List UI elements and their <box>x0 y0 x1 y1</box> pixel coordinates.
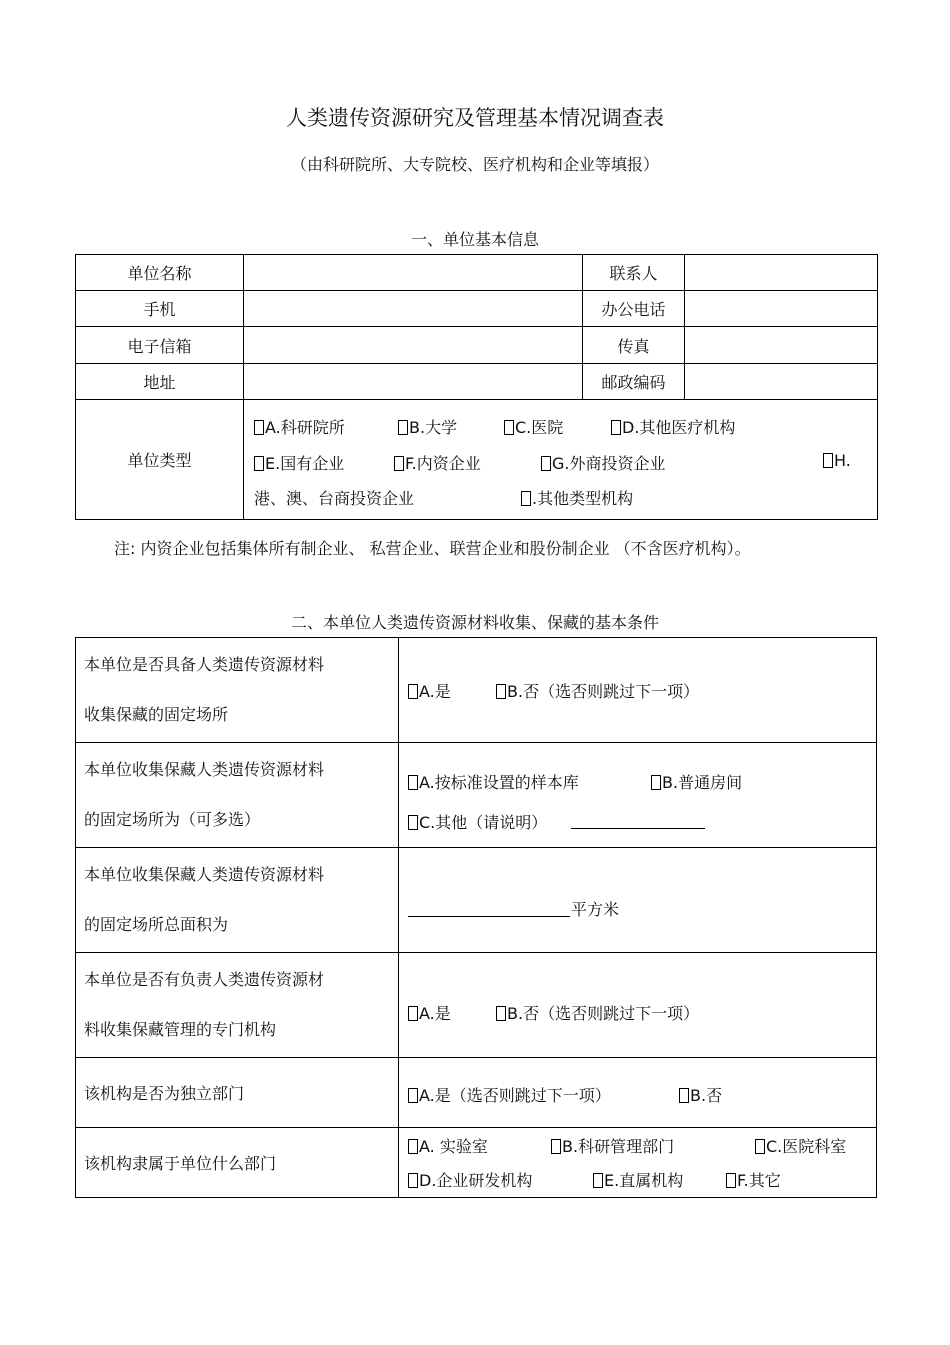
mobile-field[interactable] <box>244 291 583 327</box>
checkbox-icon <box>408 1088 418 1103</box>
checkbox-icon <box>611 420 621 435</box>
option-no[interactable]: B.否 <box>679 1083 722 1106</box>
section-1-heading: 一、单位基本信息 <box>410 230 539 249</box>
option-research-admin[interactable]: B.科研管理部门 <box>551 1134 674 1157</box>
answer-site-type <box>399 743 877 848</box>
answer-total-area <box>399 848 877 953</box>
address-field[interactable] <box>244 364 583 400</box>
option-direct-org[interactable]: E.直属机构 <box>593 1168 683 1191</box>
question-total-area: 本单位收集保藏人类遗传资源材料 的固定场所总面积为 <box>76 848 399 953</box>
checkbox-icon <box>755 1139 765 1154</box>
checkbox-icon <box>496 1006 506 1021</box>
option-hospital-dept[interactable]: C.医院科室 <box>755 1134 846 1157</box>
option-research-institute[interactable]: A.科研院所 <box>254 415 345 438</box>
option-ordinary-room[interactable]: B.普通房间 <box>651 770 742 793</box>
checkbox-icon <box>408 1006 418 1021</box>
question-fixed-site: 本单位是否具备人类遗传资源材料 收集保藏的固定场所 <box>76 638 399 743</box>
checkbox-icon <box>408 684 418 699</box>
checkbox-icon <box>541 456 551 471</box>
option-domestic-enterprise[interactable]: F.内资企业 <box>394 451 481 474</box>
label-contact: 联系人 <box>583 255 685 291</box>
option-university[interactable]: B.大学 <box>398 415 457 438</box>
checkbox-icon <box>398 420 408 435</box>
option-other-type[interactable]: .其他类型机构 <box>521 486 633 509</box>
page-title: 人类遗传资源研究及管理基本情况调查表 <box>286 106 664 130</box>
checkbox-icon <box>408 815 418 830</box>
option-foreign-enterprise[interactable]: G.外商投资企业 <box>541 451 666 474</box>
option-yes[interactable]: A.是 <box>408 1001 451 1024</box>
option-yes[interactable]: A.是（选否则跳过下一项） <box>408 1083 611 1106</box>
checkbox-icon <box>408 775 418 790</box>
option-hospital[interactable]: C.医院 <box>504 415 563 438</box>
area-unit: 平方米 <box>571 899 620 919</box>
option-other-site[interactable]: C.其他（请说明） <box>408 810 547 833</box>
answer-affiliated-dept <box>399 1128 877 1198</box>
storage-conditions-table <box>75 637 877 1198</box>
option-enterprise-rd[interactable]: D.企业研发机构 <box>408 1168 532 1191</box>
option-hk-macao-taiwan-label: 港、澳、台商投资企业 <box>254 488 415 508</box>
unit-info-table <box>75 254 878 520</box>
checkbox-icon <box>254 420 264 435</box>
checkbox-icon <box>551 1139 561 1154</box>
answer-dedicated-org <box>399 953 877 1058</box>
checkbox-icon <box>394 456 404 471</box>
question-site-type: 本单位收集保藏人类遗传资源材料 的固定场所为（可多选） <box>76 743 399 848</box>
option-other-medical[interactable]: D.其他医疗机构 <box>611 415 735 438</box>
checkbox-icon <box>679 1088 689 1103</box>
checkbox-icon <box>504 420 514 435</box>
checkbox-icon <box>408 1173 418 1188</box>
checkbox-icon <box>726 1173 736 1188</box>
checkbox-icon <box>651 775 661 790</box>
note-text: 注: 内资企业包括集体所有制企业、 私营企业、联营企业和股份制企业 （不含医疗机构）。 <box>114 539 751 558</box>
answer-independent-dept <box>399 1058 877 1128</box>
postcode-field[interactable] <box>685 364 878 400</box>
option-no[interactable]: B.否（选否则跳过下一项） <box>496 1001 699 1024</box>
area-input-line[interactable] <box>408 902 570 917</box>
label-fax: 传真 <box>583 327 685 364</box>
label-postcode: 邮政编码 <box>583 364 685 400</box>
option-state-enterprise[interactable]: E.国有企业 <box>254 451 344 474</box>
checkbox-icon <box>521 491 531 506</box>
office-phone-field[interactable] <box>685 291 878 327</box>
option-standard-biobank[interactable]: A.按标准设置的样本库 <box>408 770 579 793</box>
label-address: 地址 <box>76 364 244 400</box>
option-laboratory[interactable]: A. 实验室 <box>408 1134 488 1157</box>
option-no[interactable]: B.否（选否则跳过下一项） <box>496 679 699 702</box>
label-unit-type: 单位类型 <box>76 400 244 520</box>
contact-field[interactable] <box>685 255 878 291</box>
label-office-phone: 办公电话 <box>583 291 685 327</box>
checkbox-icon <box>254 456 264 471</box>
answer-fixed-site <box>399 638 877 743</box>
unit-name-field[interactable] <box>244 255 583 291</box>
question-affiliated-dept: 该机构隶属于单位什么部门 <box>76 1128 399 1198</box>
checkbox-icon <box>408 1139 418 1154</box>
option-other-dept[interactable]: F.其它 <box>726 1168 781 1191</box>
question-independent-dept: 该机构是否为独立部门 <box>76 1058 399 1128</box>
other-site-input-line[interactable] <box>571 814 705 829</box>
page-subtitle: （由科研院所、大专院校、医疗机构和企业等填报） <box>290 155 659 174</box>
section-2-heading: 二、本单位人类遗传资源材料收集、保藏的基本条件 <box>290 613 659 632</box>
checkbox-icon <box>496 684 506 699</box>
unit-type-options <box>244 400 878 520</box>
option-hk-macao-taiwan[interactable]: H. <box>823 451 851 470</box>
label-unit-name: 单位名称 <box>76 255 244 291</box>
checkbox-icon <box>823 453 833 468</box>
option-yes[interactable]: A.是 <box>408 679 451 702</box>
label-mobile: 手机 <box>76 291 244 327</box>
question-dedicated-org: 本单位是否有负责人类遗传资源材 料收集保藏管理的专门机构 <box>76 953 399 1058</box>
fax-field[interactable] <box>685 327 878 364</box>
label-email: 电子信箱 <box>76 327 244 364</box>
checkbox-icon <box>593 1173 603 1188</box>
email-field[interactable] <box>244 327 583 364</box>
